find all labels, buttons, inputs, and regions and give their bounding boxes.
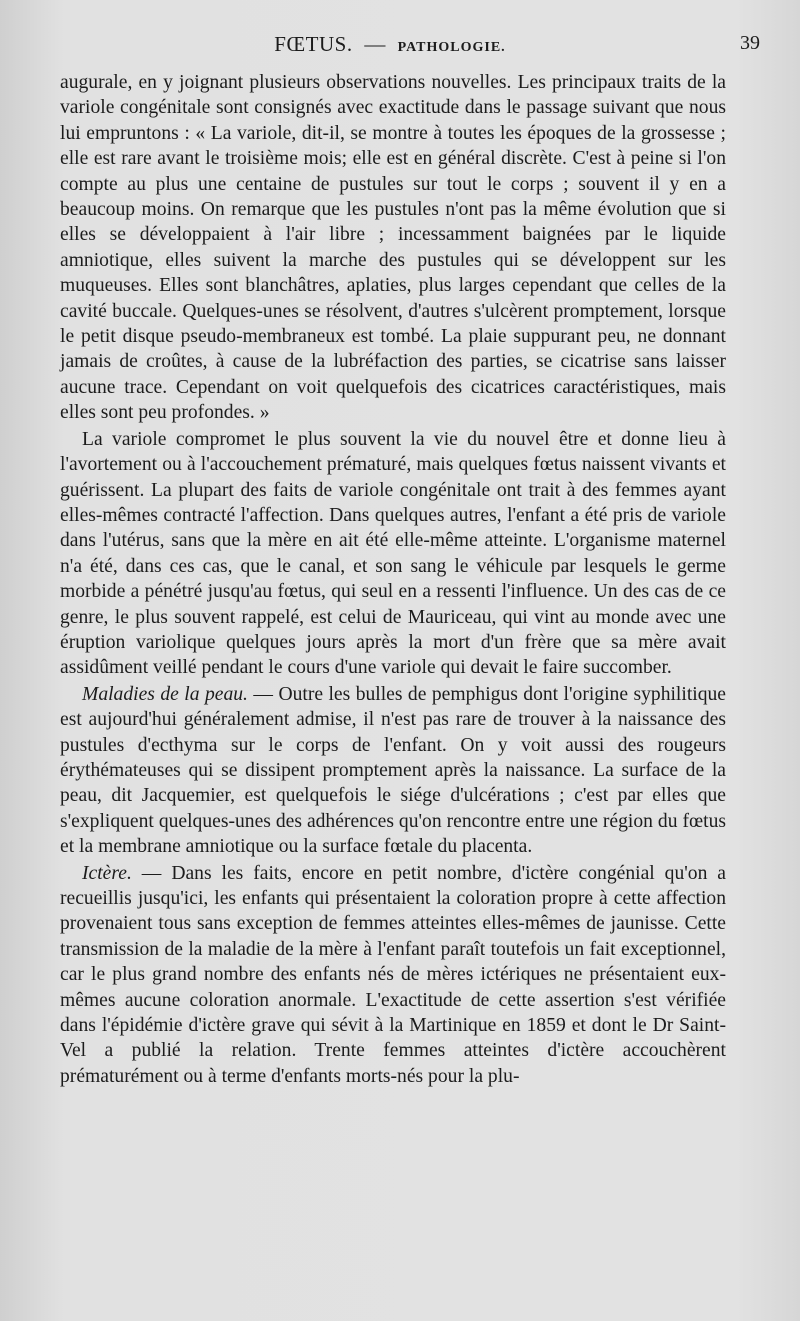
paragraph-text: augurale, en y joignant plusieurs observations nouvelles. Les principaux traits de la variole congénitale sont consignés avec exactitude dans le passage suivant que nous lui empruntons : « La variole, dit-il, se montre à toutes les époques de la grossesse ; elle est rare avant le troisième mois; elle est en général discrète. C'est à peine si l'on compte au plus une centaine de pustules sur tout le corps ; souvent il y en a beaucoup moins. On remarque que les pustules n'ont pas la même évolution que si elles se développaient à l'air libre ; incessamment baignées par le liquide amniotique, elles suivent la marche des pustules qui se développent sur les muqueuses. Elles sont blanchâtres, aplaties, plus larges cependant que celles de la cavité buccale. Quelques-unes se résolvent, d'autres s'ulcèrent promptement, lorsque le petit disque pseudo-membraneux est tombé. La plaie suppurant peu, ne donnant jamais de croûtes, à cause de la lubréfaction des parties, se cicatrise sans laisser aucune trace. Cependant on voit quelquefois des cicatrices caractéristiques, mais elles sont peu profondes. » [60, 72, 726, 424]
page-number: 39 [740, 32, 760, 54]
paragraph-text: — Outre les bulles de pemphigus dont l'origine syphilitique est aujourd'hui généralement admise, il n'est pas rare de trouver à la naissance des pustules d'ecthyma sur le corps de l'enfant. On y voit aussi des rougeurs érythémateuses qui se dissipent promptement après la naissance. La surface de la peau, dit Jacquemier, est quelquefois le siége d'ulcérations ; c'est par elles que s'expliquent quelques-unes des adhérences qu'on rencontre entre une région du fœtus et la membrane amniotique ou la surface fœtale du placenta. [60, 683, 726, 858]
paragraph-text: La variole compromet le plus souvent la vie du nouvel être et donne lieu à l'avortement ou à l'accouchement prématuré, mais quelques fœtus naissent vivants et guérissent. La plupart des faits de variole congénitale ont trait à des femmes ayant elles-mêmes contracté l'affection. Dans quelques autres, l'enfant a été pris de variole dans l'utérus, sans que la mère en ait été elle-même atteinte. L'organisme maternel n'a été, dans ces cas, que le canal, et son sang le véhicule par lesquels le germe morbide a pénétré jusqu'au fœtus, qui seul en a ressenti l'influence. Un des cas de ce genre, le plus souvent rappelé, est celui de Mauriceau, qui vint au monde avec une éruption variolique quelques jours après la mort d'un frère que sa mère avait assidûment veillé pendant le cours d'une variole qui devait le faire succomber. [60, 428, 726, 679]
paragraph-variole-quote [60, 70, 726, 426]
section-heading-maladies-peau: Maladies de la peau. [82, 683, 248, 705]
running-header [60, 30, 760, 62]
paragraph-text: — Dans les faits, encore en petit nombre, d'ictère congénial qu'on a recueillis jusqu'ici, les enfants qui présentaient la coloration propre à cette affection provenaient tous sans exception de femmes atteintes elles-mêmes de jaunisse. Cette transmission de la maladie de la mère à l'enfant paraît toutefois un fait exceptionnel, car le plus grand nombre des enfants nés de mères ictériques ne présentaient eux-mêmes aucune coloration anormale. L'exactitude de cette assertion s'est vérifiée dans l'épidémie d'ictère grave qui sévit à la Martinique en 1859 et dont le Dr Saint-Vel a publié la relation. Trente femmes atteintes d'ictère accouchèrent prématurément ou à terme d'enfants morts-nés pour la plu- [60, 862, 726, 1087]
paragraph-maladies-peau [60, 682, 726, 860]
header-subtitle: PATHOLOGIE. [397, 40, 506, 55]
paragraph-variole-compromet [60, 427, 726, 681]
header-dash: — [364, 32, 386, 56]
body-text [60, 70, 726, 1089]
header-title: FŒTUS. [274, 32, 353, 56]
running-title [60, 32, 720, 57]
section-heading-ictere: Ictère. [82, 862, 132, 884]
paragraph-ictere [60, 861, 726, 1090]
